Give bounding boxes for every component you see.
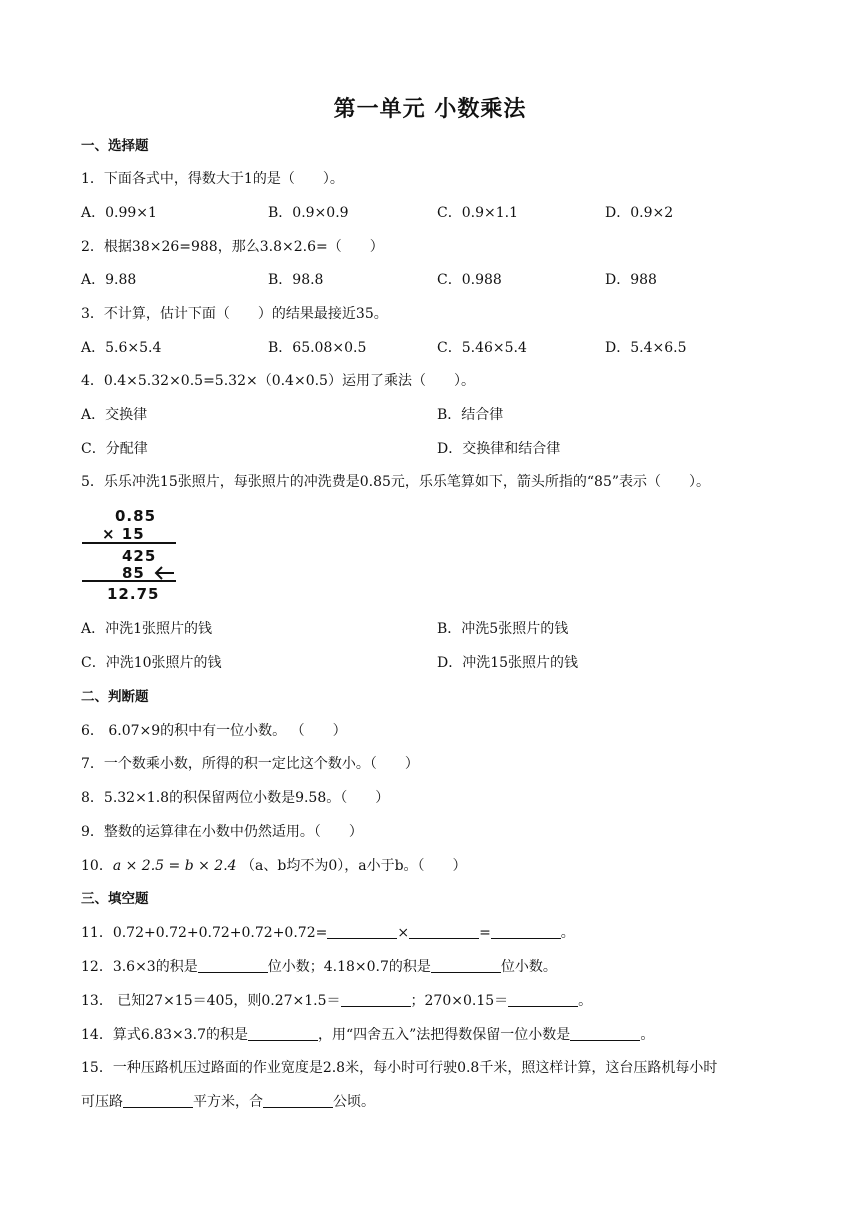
- product-result: 12.75: [107, 585, 160, 603]
- question-3-option-b: B．65.08×0.5: [268, 340, 367, 356]
- section-heading-choice: 一、选择题: [81, 138, 149, 154]
- question-13-text-1: 13． 已知27×15＝405，则0.27×1.5＝: [81, 993, 341, 1009]
- answer-blank[interactable]: [409, 924, 479, 939]
- question-6: 6． 6.07×9的积中有一位小数。 （ ）: [81, 723, 347, 739]
- question-8: 8．5.32×1.8的积保留两位小数是9.58。（ ）: [81, 790, 390, 806]
- multiplicand: 0.85: [115, 507, 157, 525]
- question-12: [81, 958, 557, 976]
- question-1-option-d: D．0.9×2: [605, 205, 674, 221]
- answer-blank[interactable]: [431, 958, 501, 973]
- question-4-option-b: B．结合律: [437, 407, 504, 423]
- page-title: 第一单元 小数乘法: [333, 97, 527, 122]
- question-5-option-d: D．冲洗15张照片的钱: [437, 655, 579, 671]
- question-10-tail: （a、b均不为0），a小于b。（ ）: [241, 858, 467, 874]
- answer-blank[interactable]: [198, 958, 268, 973]
- question-2-option-d: D．988: [605, 272, 657, 288]
- question-11: [81, 924, 575, 942]
- question-5-option-c: C．冲洗10张照片的钱: [81, 655, 222, 671]
- question-10-expression: a × 2.5 = b × 2.4: [112, 858, 237, 874]
- question-1-option-c: C．0.9×1.1: [437, 205, 518, 221]
- question-11-text: 11．0.72+0.72+0.72+0.72+0.72=: [81, 925, 328, 941]
- question-2-option-b: B．98.8: [268, 272, 324, 288]
- answer-blank[interactable]: [248, 1026, 318, 1041]
- section-heading-judge: 二、判断题: [81, 689, 149, 705]
- question-14: [81, 1026, 654, 1044]
- question-3-option-d: D．5.4×6.5: [605, 340, 687, 356]
- question-5-stem: 5．乐乐冲洗15张照片，每张照片的冲洗费是0.85元，乐乐笔算如下，箭头所指的“85”表示（ ）。: [81, 474, 711, 490]
- question-12-text-3: 位小数。: [500, 959, 557, 975]
- question-15-text-2: 平方米，合: [193, 1094, 263, 1110]
- question-2-stem: 2．根据38×26=988，那么3.8×2.6=（ ）: [81, 239, 384, 255]
- answer-blank[interactable]: [327, 924, 397, 939]
- question-5-option-b: B．冲洗5张照片的钱: [437, 621, 569, 637]
- answer-blank[interactable]: [341, 992, 411, 1007]
- question-15-text-1: 可压路: [81, 1094, 123, 1110]
- multiplier: × 15: [102, 525, 145, 543]
- multiplication-figure: [80, 505, 180, 605]
- answer-blank[interactable]: [123, 1093, 193, 1108]
- question-12-text-2: 位小数；4.18×0.7的积是: [267, 959, 431, 975]
- question-1-stem: 1．下面各式中，得数大于1的是（ ）。: [81, 171, 344, 187]
- question-15-text-3: 公顷。: [333, 1094, 375, 1110]
- partial-product-1: 425: [122, 547, 157, 565]
- question-11-times: ×: [397, 925, 410, 941]
- question-5-option-a: A．冲洗1张照片的钱: [81, 621, 213, 637]
- question-1-option-b: B．0.9×0.9: [268, 205, 349, 221]
- section-heading-fill: 三、填空题: [81, 891, 149, 907]
- question-4-option-a: A．交换律: [81, 407, 148, 423]
- question-4-option-d: D．交换律和结合律: [437, 441, 561, 457]
- question-4-stem: 4．0.4×5.32×0.5=5.32×（0.4×0.5）运用了乘法（ ）。: [81, 373, 475, 389]
- answer-blank[interactable]: [570, 1026, 640, 1041]
- question-3-stem: 3．不计算，估计下面（ ）的结果最接近35。: [81, 306, 388, 322]
- question-13-text-3: 。: [578, 993, 593, 1009]
- answer-blank[interactable]: [491, 924, 561, 939]
- question-7: 7．一个数乘小数，所得的积一定比这个数小。（ ）: [81, 756, 419, 772]
- partial-product-2: 85: [122, 564, 145, 582]
- question-1-option-a: A．0.99×1: [81, 205, 157, 221]
- question-3-option-c: C．5.46×5.4: [437, 340, 527, 356]
- question-13: [81, 992, 592, 1010]
- question-15-line-2: [81, 1093, 375, 1111]
- answer-blank[interactable]: [508, 992, 578, 1007]
- question-14-text-3: 。: [640, 1027, 655, 1043]
- answer-blank[interactable]: [263, 1093, 333, 1108]
- question-2-option-a: A．9.88: [81, 272, 137, 288]
- question-14-text-1: 14．算式6.83×3.7的积是: [81, 1027, 248, 1043]
- question-10: [81, 857, 467, 875]
- question-12-text-1: 12．3.6×3的积是: [81, 959, 198, 975]
- question-15-line-1: 15．一种压路机压过路面的作业宽度是2.8米，每小时可行驶0.8千米，照这样计算，这台压路机每小时: [81, 1060, 718, 1076]
- question-9: 9．整数的运算律在小数中仍然适用。（ ）: [81, 824, 363, 840]
- question-10-number: 10．: [81, 858, 113, 874]
- question-13-text-2: ；270×0.15＝: [410, 993, 509, 1009]
- question-14-text-2: ，用“四舍五入”法把得数保留一位小数是: [317, 1027, 571, 1043]
- question-4-option-c: C．分配律: [81, 441, 148, 457]
- question-11-equals: =: [479, 925, 491, 941]
- question-3-option-a: A．5.6×5.4: [81, 340, 162, 356]
- question-2-option-c: C．0.988: [437, 272, 502, 288]
- question-11-end: 。: [560, 925, 575, 941]
